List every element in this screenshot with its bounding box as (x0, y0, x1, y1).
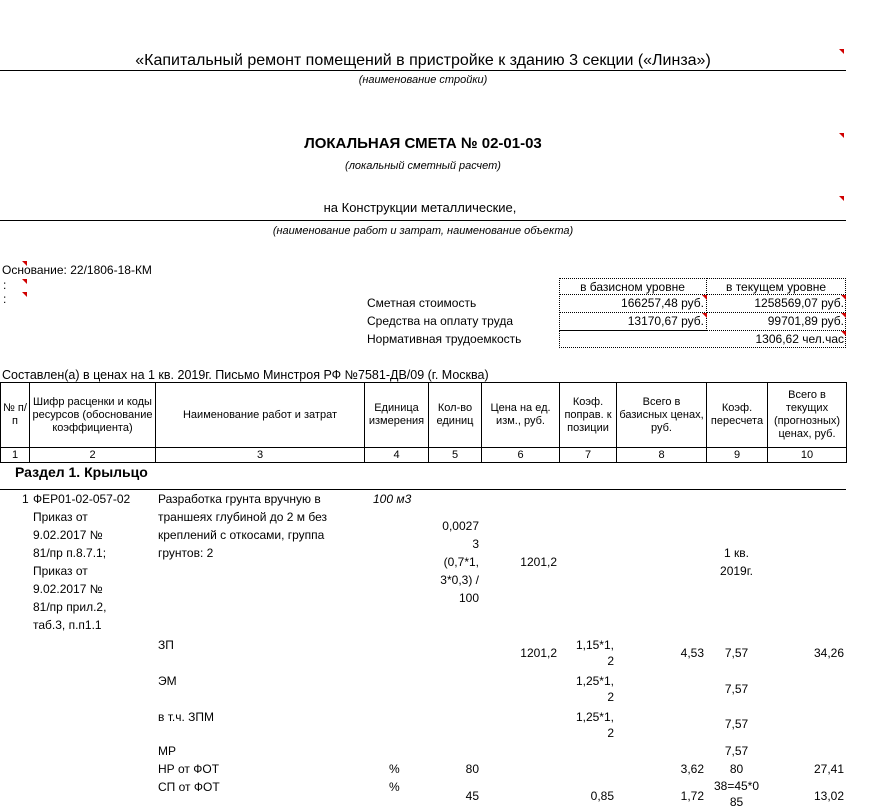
mr-label: МР (158, 744, 176, 758)
zpm-label: в т.ч. ЗПМ (158, 710, 214, 724)
zpm-coef: 1,25*1, (575, 710, 614, 724)
zp-price: 1201,2 (520, 646, 557, 660)
column-number: 10 (768, 448, 847, 463)
column-number: 8 (617, 448, 707, 463)
summary-value: 1258569,07 руб. (754, 296, 844, 310)
item-code: Приказ от (33, 510, 88, 524)
em-coef: 1,25*1, (575, 674, 614, 688)
summary-header-base: в базисном уровне (580, 280, 685, 294)
item-code: 9.02.2017 № (33, 582, 103, 596)
sp-qty: 45 (465, 789, 479, 803)
nr-base: 3,62 (680, 762, 704, 776)
summary-header-current: в текущем уровне (725, 280, 826, 294)
project-caption: (наименование стройки) (358, 74, 488, 86)
item-qty: 3 (472, 537, 479, 551)
zpm-recalc: 7,57 (724, 717, 749, 731)
comment-marker-icon (839, 196, 844, 201)
column-number: 3 (156, 448, 365, 463)
work-caption: (наименование работ и затрат, наименование объекта) (272, 225, 574, 237)
zp-coef: 1,15*1, (575, 638, 614, 652)
comment-marker-icon (22, 261, 27, 266)
sp-label: СП от ФОТ (158, 780, 220, 794)
item-number: 1 (22, 492, 29, 506)
column-number: 9 (707, 448, 768, 463)
estimate-title: ЛОКАЛЬНАЯ СМЕТА № 02-01-03 (304, 135, 542, 152)
item-name: Разработка грунта вручную в (158, 492, 321, 506)
item-name: траншеях глубиной до 2 м без (158, 510, 328, 524)
nr-qty: 80 (465, 762, 479, 776)
sp-current: 13,02 (813, 789, 844, 803)
summary-label: Средства на оплату труда (367, 314, 513, 328)
column-number: 4 (365, 448, 429, 463)
column-header: Коэф. поправ. к позиции (560, 383, 617, 448)
nr-label: НР от ФОТ (158, 762, 220, 776)
zp-current: 34,26 (813, 646, 844, 660)
zp-coef: 2 (607, 654, 614, 668)
sp-coef: 0,85 (590, 789, 614, 803)
item-code: 81/пр прил.2, (33, 600, 107, 614)
column-number: 1 (1, 448, 30, 463)
item-qty: 3*0,3) / (440, 573, 479, 587)
summary-value: 99701,89 руб. (767, 314, 844, 328)
comment-marker-icon (702, 313, 707, 318)
summary-label: Сметная стоимость (367, 296, 477, 310)
summary-value: 1306,62 чел.час (755, 332, 844, 346)
item-qty: (0,7*1, (443, 555, 479, 569)
comment-marker-icon (22, 292, 27, 297)
column-header: Наименование работ и затрат (156, 383, 365, 448)
item-code: 9.02.2017 № (33, 528, 103, 542)
comment-marker-icon (841, 331, 846, 336)
colon-label: : (3, 292, 7, 306)
item-code: ФЕР01-02-057-02 (33, 492, 131, 506)
zp-label: ЗП (158, 638, 174, 652)
column-header: Единица измерения (365, 383, 429, 448)
zp-base: 4,53 (680, 646, 704, 660)
column-number: 5 (429, 448, 482, 463)
section-title: Раздел 1. Крыльцо (15, 464, 148, 480)
column-header: Всего в текущих (прогнозных) ценах, руб. (768, 383, 847, 448)
basis-text: Основание: 22/1806-18-КМ (2, 263, 152, 277)
sp-unit: % (389, 780, 400, 794)
sp-recalc: 85 (729, 795, 744, 809)
item-code: Приказ от (33, 564, 88, 578)
summary-value: 166257,48 руб. (621, 296, 704, 310)
sp-base: 1,72 (680, 789, 704, 803)
item-unit: 100 м3 (373, 492, 412, 506)
comment-marker-icon (839, 49, 844, 54)
item-recalc: 1 кв. (724, 546, 749, 560)
item-code: 81/пр п.8.7.1; (33, 546, 107, 560)
item-name: грунтов: 2 (158, 546, 214, 560)
column-header: № п/п (1, 383, 30, 448)
comment-marker-icon (839, 133, 844, 138)
item-name: креплений с откосами, группа (158, 528, 325, 542)
column-header: Цена на ед. изм., руб. (482, 383, 560, 448)
comment-marker-icon (22, 279, 27, 284)
comment-marker-icon (841, 295, 846, 300)
column-header: Коэф. пересчета (707, 383, 768, 448)
item-qty: 100 (458, 591, 479, 605)
prices-note: Составлен(а) в ценах на 1 кв. 2019г. Письмо Минстроя РФ №7581-ДВ/09 (г. Москва) (2, 368, 489, 382)
column-header: Шифр расценки и коды ресурсов (обоснование коэффициента) (30, 383, 156, 448)
estimate-table-header (0, 382, 847, 463)
zpm-coef: 2 (607, 726, 614, 740)
comment-marker-icon (702, 295, 707, 300)
item-qty: 0,0027 (442, 519, 479, 533)
divider (0, 70, 846, 71)
work-title: на Конструкции металлические, (323, 200, 517, 215)
colon-label: : (3, 278, 7, 292)
item-code: таб.3, п.п1.1 (33, 618, 102, 632)
column-header: Всего в базисных ценах, руб. (617, 383, 707, 448)
nr-unit: % (389, 762, 400, 776)
item-price: 1201,2 (520, 555, 557, 569)
nr-current: 27,41 (813, 762, 844, 776)
estimate-caption: (локальный сметный расчет) (345, 160, 501, 172)
mr-recalc: 7,57 (724, 744, 749, 758)
project-title: «Капитальный ремонт помещений в пристройке к зданию 3 секции («Линза») (135, 52, 711, 69)
column-number: 6 (482, 448, 560, 463)
divider (0, 489, 846, 490)
summary-value: 13170,67 руб. (627, 314, 704, 328)
column-number: 2 (30, 448, 156, 463)
sp-recalc: 38=45*0 (713, 779, 760, 793)
em-recalc: 7,57 (724, 682, 749, 696)
column-header: Кол-во единиц (429, 383, 482, 448)
nr-recalc: 80 (729, 762, 744, 776)
zp-recalc: 7,57 (724, 646, 749, 660)
divider (0, 220, 846, 221)
summary-label: Нормативная трудоемкость (367, 332, 522, 346)
em-label: ЭМ (158, 674, 177, 688)
comment-marker-icon (841, 313, 846, 318)
em-coef: 2 (607, 690, 614, 704)
column-number: 7 (560, 448, 617, 463)
item-recalc: 2019г. (720, 564, 753, 578)
